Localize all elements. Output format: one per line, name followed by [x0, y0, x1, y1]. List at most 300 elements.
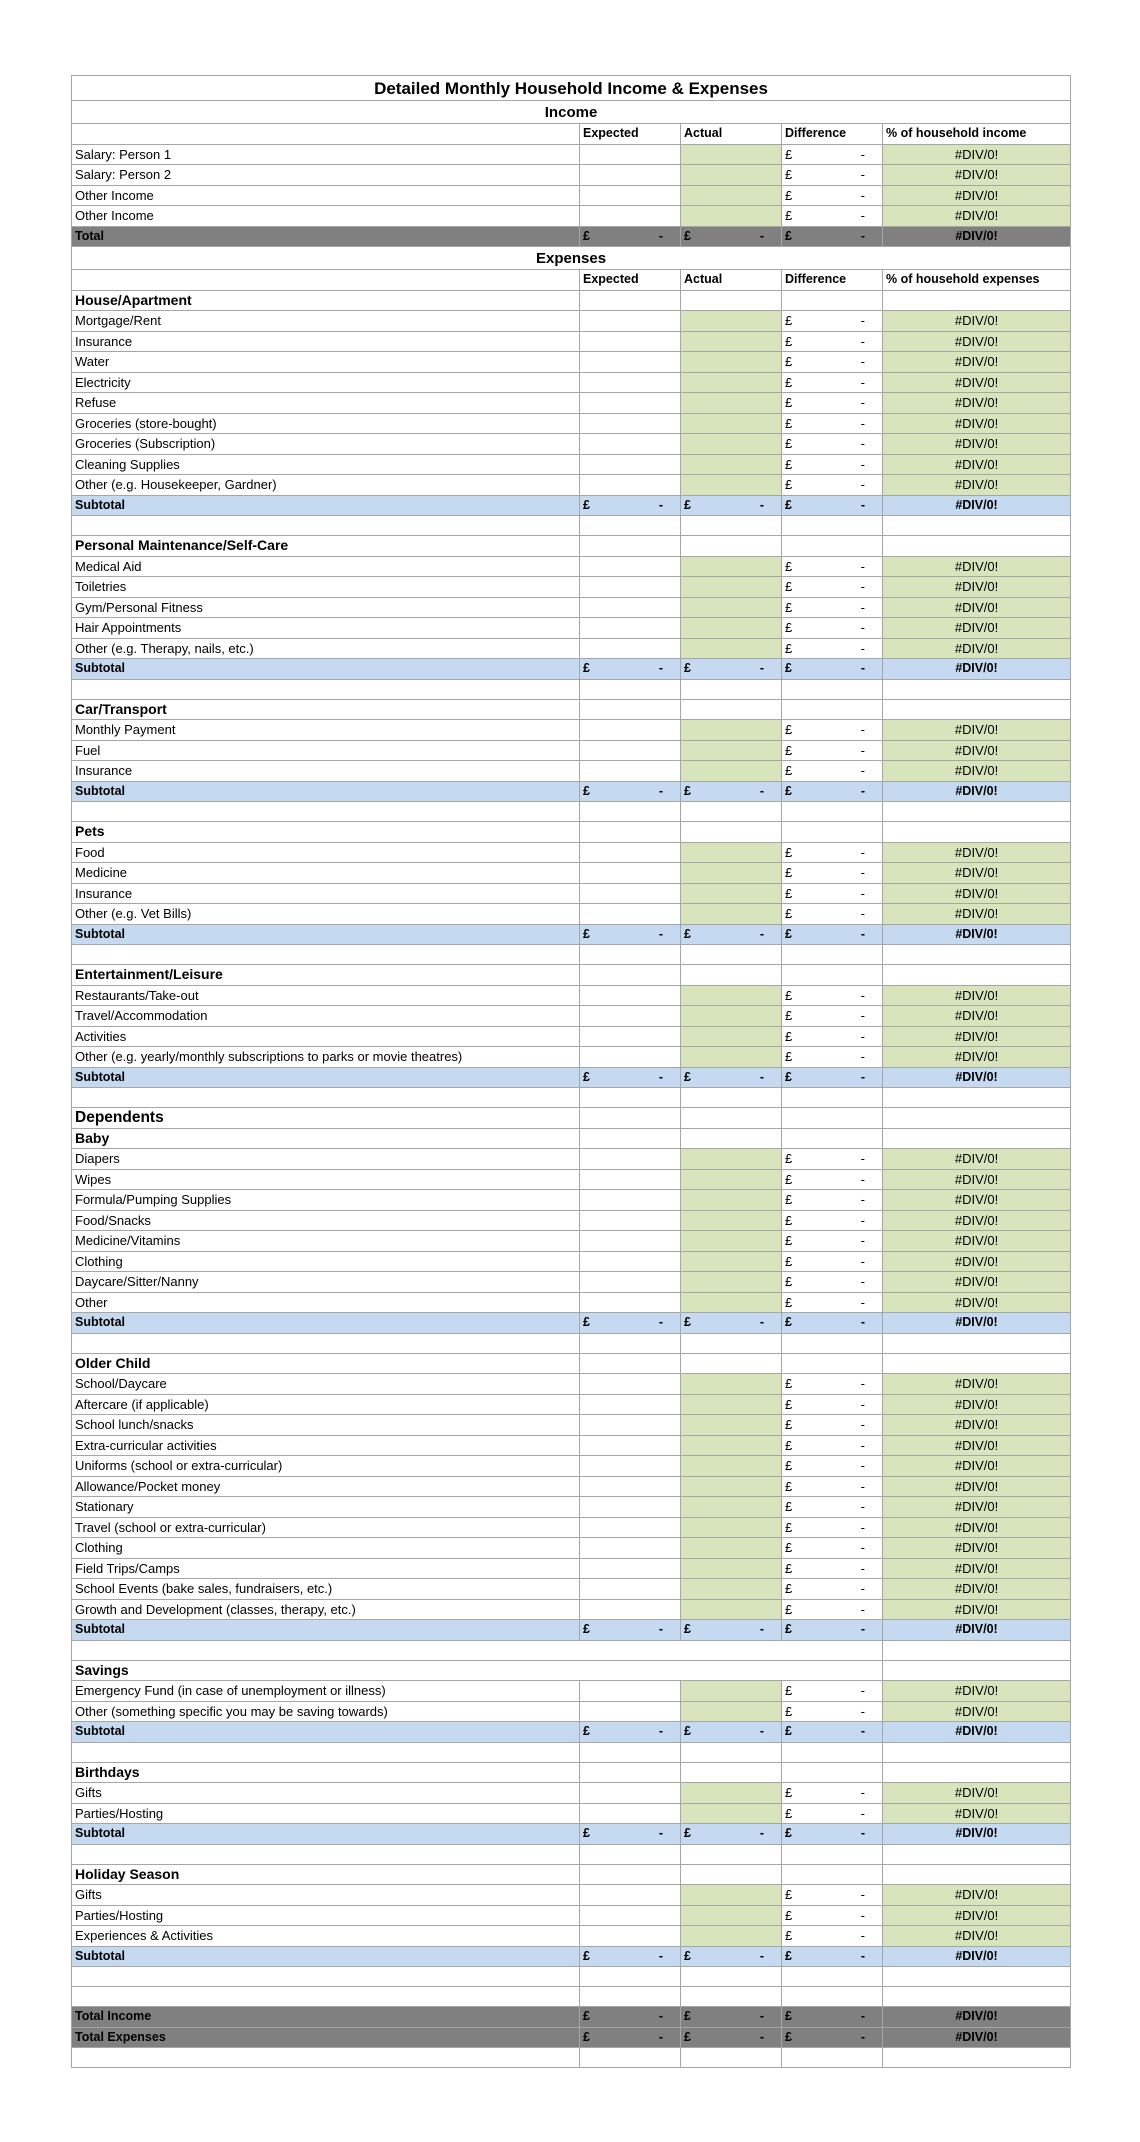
expected-input[interactable] — [580, 1415, 681, 1436]
percent-cell: #DIV/0! — [883, 842, 1071, 863]
currency-symbol: £ — [785, 906, 793, 922]
expected-input[interactable] — [580, 1026, 681, 1047]
blank-cell — [72, 516, 580, 536]
blank-cell — [883, 679, 1071, 699]
row-label: Travel (school or extra-curricular) — [72, 1517, 580, 1538]
expected-input[interactable] — [580, 1803, 681, 1824]
dash-value: - — [860, 844, 865, 860]
currency-value — [583, 1824, 677, 1843]
expected-input[interactable] — [580, 372, 681, 393]
table-row — [72, 1803, 1071, 1824]
percent-cell: #DIV/0! — [883, 206, 1071, 227]
actual-input[interactable] — [681, 1803, 782, 1824]
currency-symbol: £ — [785, 1805, 793, 1821]
actual-input[interactable] — [681, 577, 782, 598]
expected-input[interactable] — [580, 761, 681, 782]
currency-symbol: £ — [785, 599, 793, 615]
expected-input[interactable] — [580, 1169, 681, 1190]
actual-input[interactable] — [681, 1558, 782, 1579]
currency-value — [785, 1824, 879, 1843]
currency-symbol: £ — [785, 1499, 793, 1515]
dash-value: - — [759, 661, 764, 676]
difference-cell — [782, 1026, 883, 1047]
expected-input[interactable] — [580, 454, 681, 475]
actual-input[interactable] — [681, 1047, 782, 1068]
percent-cell: #DIV/0! — [883, 1190, 1071, 1211]
expected-input[interactable] — [580, 1558, 681, 1579]
expected-input[interactable] — [580, 740, 681, 761]
actual-input[interactable] — [681, 1026, 782, 1047]
expected-input[interactable] — [580, 577, 681, 598]
actual-input[interactable] — [681, 311, 782, 332]
dash-value: - — [860, 1008, 865, 1024]
dash-value: - — [860, 885, 865, 901]
percent-cell: #DIV/0! — [883, 883, 1071, 904]
currency-value — [785, 311, 879, 330]
actual-input[interactable] — [681, 206, 782, 227]
blank-cell — [782, 1844, 883, 1864]
dash-value: - — [860, 1683, 865, 1699]
currency-symbol: £ — [785, 456, 793, 472]
row-label: Other (e.g. Housekeeper, Gardner) — [72, 475, 580, 496]
difference-cell — [782, 1803, 883, 1824]
dash-value: - — [860, 1826, 865, 1841]
table-row — [72, 454, 1071, 475]
difference-cell — [782, 185, 883, 206]
currency-symbol: £ — [785, 436, 793, 452]
currency-symbol: £ — [785, 354, 793, 370]
currency-value — [785, 843, 879, 862]
actual-input[interactable] — [681, 597, 782, 618]
actual-total — [681, 1722, 782, 1743]
blank-cell — [580, 945, 681, 965]
currency-value — [785, 1293, 879, 1312]
blank-cell — [681, 516, 782, 536]
actual-input[interactable] — [681, 331, 782, 352]
actual-input[interactable] — [681, 1538, 782, 1559]
difference-cell — [782, 1272, 883, 1293]
dash-value: - — [860, 1785, 865, 1801]
difference-total — [782, 226, 883, 247]
actual-input[interactable] — [681, 842, 782, 863]
blank-cell — [580, 1762, 681, 1783]
actual-input[interactable] — [681, 434, 782, 455]
dash-value: - — [860, 228, 865, 243]
expected-input[interactable] — [580, 352, 681, 373]
currency-symbol: £ — [583, 1315, 590, 1330]
actual-input[interactable] — [681, 1926, 782, 1947]
expected-input[interactable] — [580, 185, 681, 206]
table-row — [72, 1374, 1071, 1395]
expected-input[interactable] — [580, 985, 681, 1006]
actual-total — [681, 226, 782, 247]
row-label: Salary: Person 2 — [72, 165, 580, 186]
actual-total — [681, 1313, 782, 1334]
expected-input[interactable] — [580, 1374, 681, 1395]
actual-input[interactable] — [681, 1292, 782, 1313]
actual-input[interactable] — [681, 1517, 782, 1538]
dash-value: - — [860, 333, 865, 349]
expected-input[interactable] — [580, 1456, 681, 1477]
expected-input[interactable] — [580, 556, 681, 577]
table-row — [72, 1579, 1071, 1600]
row-label: Mortgage/Rent — [72, 311, 580, 332]
expected-input[interactable] — [580, 618, 681, 639]
blank-cell — [883, 1864, 1071, 1885]
table-row — [72, 1190, 1071, 1211]
row-label: Daycare/Sitter/Nanny — [72, 1272, 580, 1293]
category-label: Savings — [72, 1660, 883, 1681]
currency-value — [583, 1722, 677, 1741]
difference-cell — [782, 1149, 883, 1170]
currency-value — [684, 782, 778, 801]
currency-value — [785, 1006, 879, 1025]
difference-cell — [782, 1517, 883, 1538]
actual-input[interactable] — [681, 1497, 782, 1518]
actual-input[interactable] — [681, 1456, 782, 1477]
currency-value — [785, 393, 879, 412]
dash-value: - — [860, 1519, 865, 1535]
actual-input[interactable] — [681, 454, 782, 475]
blank-cell — [681, 536, 782, 557]
currency-symbol: £ — [684, 1069, 691, 1084]
actual-input[interactable] — [681, 904, 782, 925]
actual-input[interactable] — [681, 556, 782, 577]
currency-symbol: £ — [684, 2029, 691, 2044]
difference-cell — [782, 372, 883, 393]
currency-symbol: £ — [785, 1540, 793, 1556]
category-label: Baby — [72, 1128, 580, 1149]
currency-symbol: £ — [785, 1274, 793, 1290]
currency-symbol: £ — [785, 1622, 792, 1637]
dash-value: - — [658, 228, 663, 243]
dash-value: - — [860, 1233, 865, 1249]
expected-input[interactable] — [580, 1435, 681, 1456]
currency-value — [785, 496, 879, 515]
actual-input[interactable] — [681, 1415, 782, 1436]
blank-row — [72, 679, 1071, 699]
currency-symbol: £ — [785, 415, 793, 431]
difference-cell — [782, 1231, 883, 1252]
expected-input[interactable] — [580, 331, 681, 352]
actual-input[interactable] — [681, 1701, 782, 1722]
currency-symbol: £ — [684, 1622, 691, 1637]
table-row — [72, 1926, 1071, 1947]
actual-input[interactable] — [681, 863, 782, 884]
table-row — [72, 1885, 1071, 1906]
expected-input[interactable] — [580, 1497, 681, 1518]
expected-input[interactable] — [580, 1885, 681, 1906]
currency-symbol: £ — [684, 661, 691, 676]
actual-input[interactable] — [681, 1231, 782, 1252]
expected-input[interactable] — [580, 475, 681, 496]
expected-input[interactable] — [580, 1272, 681, 1293]
percent-cell: #DIV/0! — [883, 1415, 1071, 1436]
actual-input[interactable] — [681, 1905, 782, 1926]
expected-input[interactable] — [580, 434, 681, 455]
table-row — [72, 1517, 1071, 1538]
expected-input[interactable] — [580, 1006, 681, 1027]
difference-cell — [782, 1190, 883, 1211]
expected-input[interactable] — [580, 1926, 681, 1947]
expected-input[interactable] — [580, 720, 681, 741]
actual-total — [681, 1067, 782, 1088]
header-spacer — [72, 124, 580, 145]
currency-value — [583, 1620, 677, 1639]
actual-input[interactable] — [681, 1149, 782, 1170]
expected-input[interactable] — [580, 1538, 681, 1559]
dash-value: - — [860, 599, 865, 615]
dash-value: - — [860, 865, 865, 881]
subtotal-row — [72, 781, 1071, 802]
blank-cell — [782, 1128, 883, 1149]
percent-cell: #DIV/0! — [883, 577, 1071, 598]
currency-value — [684, 496, 778, 515]
actual-input[interactable] — [681, 1169, 782, 1190]
actual-input[interactable] — [681, 185, 782, 206]
currency-value — [785, 206, 879, 225]
actual-input[interactable] — [681, 1476, 782, 1497]
row-label: School/Daycare — [72, 1374, 580, 1395]
actual-input[interactable] — [681, 1190, 782, 1211]
category-row — [72, 1128, 1071, 1149]
currency-symbol: £ — [583, 1069, 590, 1084]
dash-value: - — [860, 1928, 865, 1944]
expected-input[interactable] — [580, 1047, 681, 1068]
row-label: Water — [72, 352, 580, 373]
expected-input[interactable] — [580, 1579, 681, 1600]
blank-cell — [883, 536, 1071, 557]
actual-input[interactable] — [681, 393, 782, 414]
category-label: Older Child — [72, 1353, 580, 1374]
blank-cell — [883, 822, 1071, 843]
expected-input[interactable] — [580, 638, 681, 659]
blank-row — [72, 1088, 1071, 1108]
actual-input[interactable] — [681, 740, 782, 761]
currency-value — [785, 1272, 879, 1291]
actual-input[interactable] — [681, 475, 782, 496]
actual-input[interactable] — [681, 985, 782, 1006]
currency-value — [785, 884, 879, 903]
currency-symbol: £ — [785, 167, 793, 183]
table-row — [72, 638, 1071, 659]
difference-cell — [782, 904, 883, 925]
difference-total — [782, 1313, 883, 1334]
difference-cell — [782, 985, 883, 1006]
actual-input[interactable] — [681, 883, 782, 904]
actual-input[interactable] — [681, 638, 782, 659]
actual-input[interactable] — [681, 1210, 782, 1231]
difference-cell — [782, 1456, 883, 1477]
expected-input[interactable] — [580, 1231, 681, 1252]
expected-input[interactable] — [580, 1783, 681, 1804]
blank-cell — [782, 1333, 883, 1353]
expected-input[interactable] — [580, 1517, 681, 1538]
percent-total: #DIV/0! — [883, 495, 1071, 516]
difference-cell — [782, 1210, 883, 1231]
row-label: Cleaning Supplies — [72, 454, 580, 475]
percent-total: #DIV/0! — [883, 1946, 1071, 1967]
actual-input[interactable] — [681, 1783, 782, 1804]
percent-cell: #DIV/0! — [883, 1231, 1071, 1252]
actual-input[interactable] — [681, 1435, 782, 1456]
dash-value: - — [860, 1253, 865, 1269]
row-label: Subtotal — [72, 781, 580, 802]
dash-value: - — [860, 661, 865, 676]
expected-input[interactable] — [580, 1210, 681, 1231]
currency-value — [785, 1620, 879, 1639]
row-label: Diapers — [72, 1149, 580, 1170]
expected-input[interactable] — [580, 1681, 681, 1702]
category-label: Pets — [72, 822, 580, 843]
percent-cell: #DIV/0! — [883, 1885, 1071, 1906]
expected-input[interactable] — [580, 413, 681, 434]
expected-input[interactable] — [580, 165, 681, 186]
percent-cell: #DIV/0! — [883, 1456, 1071, 1477]
expected-input[interactable] — [580, 883, 681, 904]
dash-value: - — [658, 1948, 663, 1963]
blank-cell — [782, 1987, 883, 2007]
expected-input[interactable] — [580, 1190, 681, 1211]
actual-input[interactable] — [681, 1374, 782, 1395]
blank-cell — [72, 1987, 580, 2007]
expected-input[interactable] — [580, 1701, 681, 1722]
row-label: Medicine — [72, 863, 580, 884]
dash-value: - — [658, 661, 663, 676]
total-expenses-row — [72, 2027, 1071, 2048]
expected-input[interactable] — [580, 393, 681, 414]
category-row — [72, 1864, 1071, 1885]
expected-input[interactable] — [580, 1476, 681, 1497]
expected-input[interactable] — [580, 1251, 681, 1272]
percent-cell: #DIV/0! — [883, 863, 1071, 884]
expected-input[interactable] — [580, 904, 681, 925]
dash-value: - — [860, 1274, 865, 1290]
expected-input[interactable] — [580, 842, 681, 863]
expected-input[interactable] — [580, 311, 681, 332]
actual-input[interactable] — [681, 1251, 782, 1272]
difference-cell — [782, 556, 883, 577]
dash-value: - — [860, 1192, 865, 1208]
percent-total: #DIV/0! — [883, 1824, 1071, 1845]
dash-value: - — [860, 722, 865, 738]
actual-input[interactable] — [681, 372, 782, 393]
actual-input[interactable] — [681, 1394, 782, 1415]
currency-value — [785, 1538, 879, 1557]
row-label: Parties/Hosting — [72, 1803, 580, 1824]
row-label: Stationary — [72, 1497, 580, 1518]
actual-input[interactable] — [681, 165, 782, 186]
subtotal-row — [72, 924, 1071, 945]
actual-input[interactable] — [681, 1272, 782, 1293]
blank-cell — [681, 290, 782, 311]
blank-row — [72, 2048, 1071, 2068]
expected-input[interactable] — [580, 1599, 681, 1620]
expected-input[interactable] — [580, 206, 681, 227]
dash-value: - — [759, 1622, 764, 1637]
spreadsheet — [71, 75, 1070, 2068]
expected-input[interactable] — [580, 597, 681, 618]
difference-cell — [782, 1538, 883, 1559]
actual-total — [681, 924, 782, 945]
actual-input[interactable] — [681, 1681, 782, 1702]
expected-total — [580, 1946, 681, 1967]
column-header: Actual — [681, 124, 782, 145]
actual-input[interactable] — [681, 352, 782, 373]
currency-symbol: £ — [785, 1724, 792, 1739]
actual-input[interactable] — [681, 761, 782, 782]
dash-value: - — [860, 1315, 865, 1330]
header-spacer — [72, 270, 580, 291]
expected-input[interactable] — [580, 863, 681, 884]
actual-input[interactable] — [681, 618, 782, 639]
actual-input[interactable] — [681, 720, 782, 741]
category-label: Entertainment/Leisure — [72, 965, 580, 986]
expected-input[interactable] — [580, 1905, 681, 1926]
blank-cell — [883, 2048, 1071, 2068]
currency-value — [684, 227, 778, 246]
difference-cell — [782, 165, 883, 186]
row-label: Formula/Pumping Supplies — [72, 1190, 580, 1211]
row-label: Activities — [72, 1026, 580, 1047]
difference-cell — [782, 1701, 883, 1722]
currency-value — [785, 1313, 879, 1332]
difference-total — [782, 1067, 883, 1088]
currency-symbol: £ — [785, 1151, 793, 1167]
dash-value: - — [860, 1540, 865, 1556]
actual-input[interactable] — [681, 1885, 782, 1906]
table-row — [72, 206, 1071, 227]
difference-cell — [782, 720, 883, 741]
currency-symbol: £ — [785, 1437, 793, 1453]
actual-input[interactable] — [681, 1599, 782, 1620]
category-row — [72, 1353, 1071, 1374]
currency-symbol: £ — [785, 1008, 793, 1024]
actual-input[interactable] — [681, 1006, 782, 1027]
table-row — [72, 1292, 1071, 1313]
expected-input[interactable] — [580, 1292, 681, 1313]
actual-input[interactable] — [681, 1579, 782, 1600]
expected-input[interactable] — [580, 144, 681, 165]
dash-value: - — [860, 456, 865, 472]
currency-value — [785, 1436, 879, 1455]
currency-value — [785, 1783, 879, 1802]
row-label: School Events (bake sales, fundraisers, etc.) — [72, 1579, 580, 1600]
currency-value — [785, 761, 879, 780]
row-label: Subtotal — [72, 1946, 580, 1967]
row-label: Subtotal — [72, 1620, 580, 1641]
row-label: Wipes — [72, 1169, 580, 1190]
currency-symbol: £ — [785, 1049, 793, 1065]
percent-cell: #DIV/0! — [883, 761, 1071, 782]
percent-cell: #DIV/0! — [883, 1374, 1071, 1395]
currency-value — [785, 373, 879, 392]
expected-input[interactable] — [580, 1394, 681, 1415]
dash-value: - — [860, 1948, 865, 1963]
actual-input[interactable] — [681, 144, 782, 165]
blank-row — [72, 516, 1071, 536]
total-income-row — [72, 2007, 1071, 2028]
currency-value — [785, 904, 879, 923]
expected-input[interactable] — [580, 1149, 681, 1170]
row-label: Field Trips/Camps — [72, 1558, 580, 1579]
difference-cell — [782, 638, 883, 659]
blank-cell — [580, 1108, 681, 1129]
blank-cell — [681, 965, 782, 986]
table-row — [72, 556, 1071, 577]
dash-value: - — [658, 1724, 663, 1739]
actual-input[interactable] — [681, 413, 782, 434]
